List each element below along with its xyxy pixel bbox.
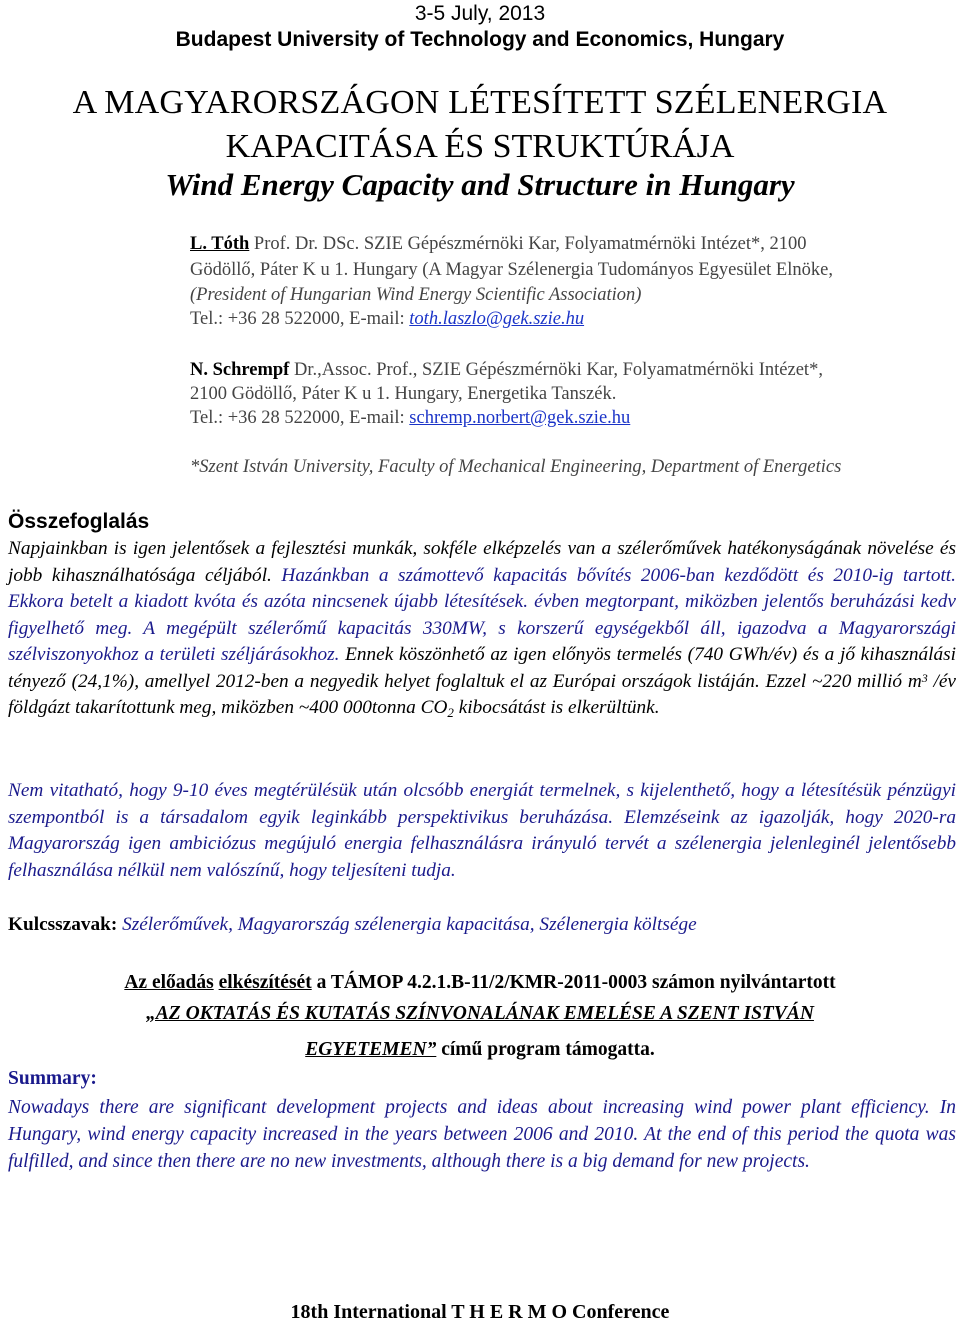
keywords-line — [8, 914, 697, 936]
author2-contact — [190, 406, 630, 430]
support-line3 — [0, 1039, 960, 1061]
keywords-label: Kulcsszavak: — [8, 914, 118, 935]
support-l1-c: a TÁMOP 4.2.1.B-11/2/KMR-2011-0003 számon nyilvántartott — [311, 972, 836, 993]
support-line1 — [0, 972, 960, 994]
title-english: Wind Energy Capacity and Structure in Hungary — [165, 167, 795, 202]
abstract-paragraph-1 — [8, 536, 956, 723]
affiliation-footnote: *Szent István University, Faculty of Mechanical Engineering, Department of Energetics — [190, 457, 842, 477]
abstract-p1-part-c: Ennek köszönhető az igen előnyös termelés (740 GWh/év) és a jő kihasználási tényező (24,1%), amellyel 2012-ben a negyedik helyet foglaltuk el az Európai országok listáján. Ezzel ~220 millió m — [8, 644, 957, 692]
author2-tel: Tel.: +36 28 522000, E-mail: — [190, 408, 410, 428]
support-l3-b: című program támogatta. — [436, 1039, 655, 1060]
title-hungarian-line1: A MAGYARORSZÁGON LÉTESÍTETT SZÉLENERGIA — [72, 84, 888, 121]
title-hungarian-line2: KAPACITÁSA ÉS STRUKTÚRÁJA — [225, 128, 735, 165]
author1-contact — [190, 307, 584, 331]
author1-title-affiliation: Prof. Dr. DSc. SZIE Gépészmérnöki Kar, Folyamatmérnöki Intézet*, 2100 — [249, 234, 807, 254]
author1-line2: Gödöllő, Páter K u 1. Hungary (A Magyar Szélenergia Tudományos Egyesület Elnöke, — [190, 260, 833, 280]
abstract-heading: Összefoglalás — [8, 510, 150, 533]
author2-line2: 2100 Gödöllő, Páter K u 1. Hungary, Energetika Tanszék. — [190, 384, 617, 404]
author1-line1 — [190, 232, 807, 256]
keywords-text: Szélerőművek, Magyarország szélenergia kapacitása, Szélenergia költsége — [117, 914, 697, 935]
support-line2: „AZ OKTATÁS ÉS KUTATÁS SZÍNVONALÁNAK EMELÉSE A SZENT ISTVÁN — [146, 1003, 814, 1024]
subscript-2: 2 — [447, 705, 454, 720]
abstract-p1-part-b: Hazánkban a számottevő kapacitás bővítés 2006-ban kezdődött és 2010-ig tartott. Ekkora betelt a kiadott kvóta és azóta nincsenek újabb létesítések. évben megtorpant, miközben jelentős beruházási kedv figyelhető meg. A megépült szélerőmű kapacitás 330MW, s korszerű egységekből áll, igazodva a Magyarországi szélviszonyokhoz a területi széljárásokhoz. — [8, 564, 956, 665]
support-l1-a: Az előadás — [124, 972, 214, 993]
author1-email-link[interactable]: toth.laszlo@gek.szie.hu — [409, 309, 585, 329]
summary-heading: Summary: — [8, 1068, 97, 1089]
abstract-p1-part-e: kibocsátást is elkerültünk. — [453, 697, 660, 718]
author1-line3: (President of Hungarian Wind Energy Scientific Association) — [190, 285, 642, 305]
author2-email-link[interactable]: schremp.norbert@gek.szie.hu — [409, 408, 631, 428]
footer-conference: 18th International T H E R M O Conference — [290, 1301, 670, 1323]
summary-text: Nowadays there are significant development projects and ideas about increasing wind power plant efficiency. In Hungary, wind energy capacity increased in the years between 2006 and 2010. At the end of this period the quota was fulfilled, and since then there are no new investments, although there is a big demand for new projects. — [8, 1097, 956, 1172]
support-l1-b: elkészítését — [218, 972, 312, 993]
author1-tel: Tel.: +36 28 522000, E-mail: — [190, 309, 410, 329]
author2-affiliation: , SZIE Gépészmérnöki Kar, Folyamatmérnöki Intézet*, — [412, 360, 823, 380]
support-l3-a: EGYETEMEN” — [305, 1039, 437, 1060]
superscript-3: 3 — [921, 670, 928, 685]
abstract-p1-part-d: /év földgázt takarítottunk meg, miközben ~400 000tonna CO — [8, 670, 956, 718]
author2-line1 — [190, 358, 823, 382]
conference-venue: Budapest University of Technology and Economics, Hungary — [175, 28, 785, 51]
conference-date: 3-5 July, 2013 — [414, 2, 546, 25]
abstract-paragraph-2: Nem vitatható, hogy 9-10 éves megtérülésük után olcsóbb energiát termelnek, s kijelenthető, hogy a létesítésük pénzügyi szempontból is a társadalom egyik leginkább perspektivikus beruházása. Elemzéseink az igazolják, hogy 2020-ra Magyarország igen ambiciózus megújuló energia felhasználásra irányuló tervét a szélenergia jelenleginél jelentősebb felhasználása nélkül nem valószínű, hogy teljesíteni tudja. — [8, 780, 956, 881]
author1-name: L. Tóth — [190, 234, 250, 254]
author2-name: N. Schrempf — [190, 360, 290, 380]
author2-title: Dr.,Assoc. Prof. — [289, 360, 413, 380]
abstract-p1-part-a: Napjainkban is igen jelentősek a fejlesztési munkák, sokféle elképzelés van a szélerőművek hatékonyságának növelése és jobb kihasználhatósága céljából. — [8, 538, 956, 586]
